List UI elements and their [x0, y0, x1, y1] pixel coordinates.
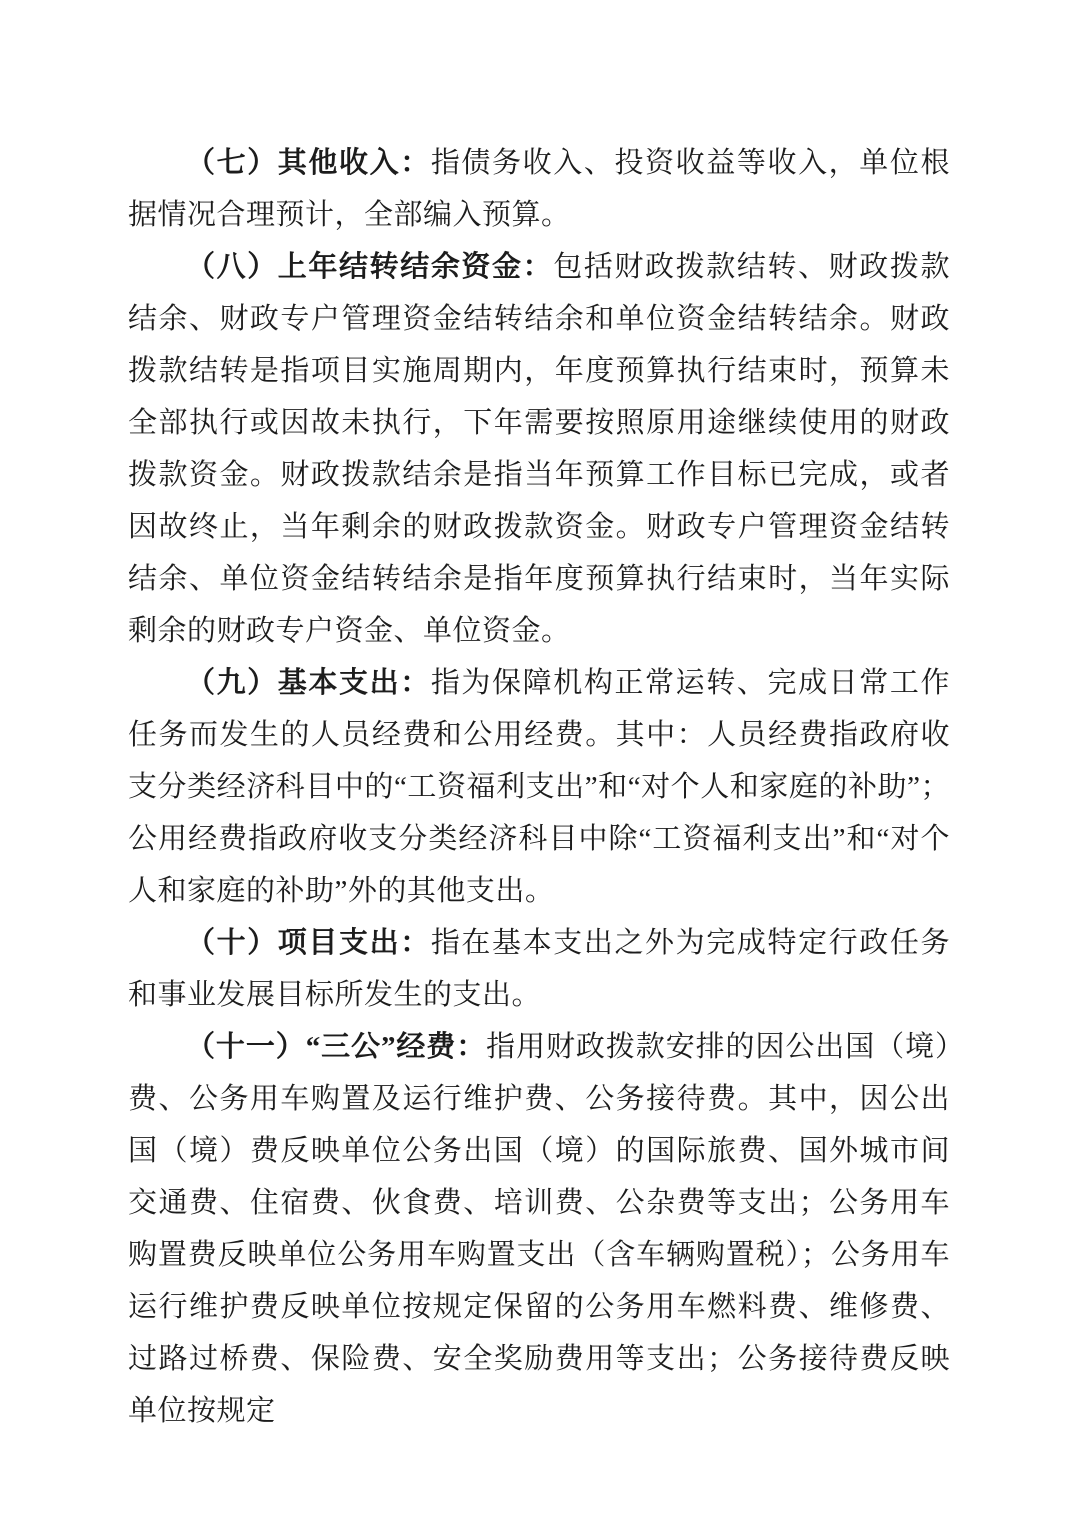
paragraph-basic-expenditure — [128, 657, 950, 917]
paragraph-carryover-funds — [128, 241, 950, 657]
paragraph-body: 包括财政拨款结转、财政拨款结余、财政专户管理资金结转结余和单位资金结转结余。财政拨款结转是指项目实施周期内，年度预算执行结束时，预算未全部执行或因故未执行，下年需要按照原用途继续使用的财政拨款资金。财政拨款结余是指当年预算工作目标已完成，或者因故终止，当年剩余的财政拨款资金。财政专户管理资金结转结余、单位资金结转结余是指年度预算执行结束时，当年实际剩余的财政专户资金、单位资金。 — [128, 251, 950, 647]
paragraph-lead: （八）上年结转结余资金： — [186, 251, 554, 283]
paragraph-other-income — [128, 137, 950, 241]
paragraph-body: 指债务收入、投资收益等收入，单位根据情况合理预计，全部编入预算。 — [128, 147, 950, 231]
paragraph-lead: （十）项目支出： — [186, 927, 431, 959]
paragraph-body: 指为保障机构正常运转、完成日常工作任务而发生的人员经费和公用经费。其中：人员经费指政府收支分类经济科目中的“工资福利支出”和“对个人和家庭的补助”；公用经费指政府收支分类经济科目中除“工资福利支出”和“对个人和家庭的补助”外的其他支出。 — [128, 667, 950, 907]
paragraph-lead: （十一）“三公”经费： — [186, 1031, 487, 1063]
paragraph-body: 指在基本支出之外为完成特定行政任务和事业发展目标所发生的支出。 — [128, 927, 950, 1011]
paragraph-three-public-expenses — [128, 1021, 950, 1437]
paragraph-body: 指用财政拨款安排的因公出国（境）费、公务用车购置及运行维护费、公务接待费。其中，因公出国（境）费反映单位公务出国（境）的国际旅费、国外城市间交通费、住宿费、伙食费、培训费、公杂费等支出；公务用车购置费反映单位公务用车购置支出（含车辆购置税）；公务用车运行维护费反映单位按规定保留的公务用车燃料费、维修费、过路过桥费、保险费、安全奖励费用等支出；公务接待费反映单位按规定 — [128, 1031, 950, 1427]
paragraph-project-expenditure — [128, 917, 950, 1021]
document-body-text — [128, 137, 950, 1437]
paragraph-lead: （七）其他收入： — [186, 147, 431, 179]
paragraph-lead: （九）基本支出： — [186, 667, 431, 699]
